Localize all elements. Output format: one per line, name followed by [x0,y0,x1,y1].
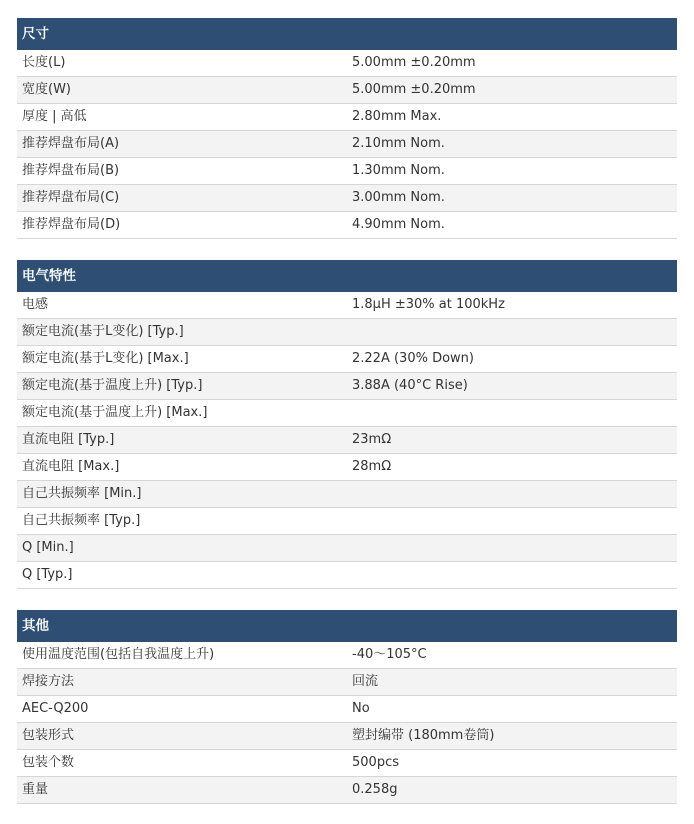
row-label: 自己共振频率 [Typ.] [22,513,141,528]
row-label: 推荐焊盘布局(B) [22,163,120,178]
row-label: 包装形式 [22,728,75,743]
table-row [17,777,677,804]
row-label: 额定电流(基于温度上升) [Max.] [22,405,208,420]
table-row [17,562,677,589]
table-row [17,131,677,158]
table-row [17,642,677,669]
row-value: 3.00mm Nom. [352,190,445,205]
row-value: 500pcs [352,755,399,770]
row-value: 3.88A (40°C Rise) [352,378,468,393]
row-label: 推荐焊盘布局(D) [22,217,121,232]
table-row [17,750,677,777]
table-row [17,669,677,696]
row-value: 2.10mm Nom. [352,136,445,151]
row-label: Q [Min.] [22,540,74,555]
row-value: 1.30mm Nom. [352,163,445,178]
row-label: 重量 [22,782,49,797]
row-value: 回流 [352,674,379,689]
table-row [17,454,677,481]
row-value: 5.00mm ±0.20mm [352,82,476,97]
row-value: 2.80mm Max. [352,109,442,124]
row-value: 5.00mm ±0.20mm [352,55,476,70]
row-label: 宽度(W) [22,82,71,97]
row-label: 额定电流(基于L变化) [Max.] [22,351,189,366]
row-label: 推荐焊盘布局(A) [22,136,120,151]
row-value [347,319,677,345]
section-header: 尺寸 [17,18,677,50]
table-row [17,373,677,400]
row-value: No [352,701,370,716]
row-value: 1.8μH ±30% at 100kHz [352,297,505,312]
table-row [17,481,677,508]
table-row [17,185,677,212]
table-row [17,427,677,454]
table-row [17,508,677,535]
row-value: 0.258g [352,782,398,797]
table-row [17,212,677,239]
row-label: 直流电阻 [Max.] [22,459,120,474]
row-label: 厚度 | 高低 [22,109,87,124]
row-value [347,400,677,426]
table-row [17,696,677,723]
row-label: 长度(L) [22,55,66,70]
row-label: Q [Typ.] [22,567,73,582]
table-row [17,104,677,131]
row-value: -40～105°C [352,647,427,662]
table-row [17,535,677,562]
row-label: 焊接方法 [22,674,75,689]
table-row [17,50,677,77]
row-label: 使用温度范围(包括自我温度上升) [22,647,215,662]
table-row [17,77,677,104]
row-value: 塑封编带 (180mm卷筒) [352,728,495,743]
row-value [347,481,677,507]
table-row [17,723,677,750]
row-label: 包装个数 [22,755,75,770]
spec-tables [17,18,677,804]
section-header: 其他 [17,610,677,642]
row-value: 4.90mm Nom. [352,217,445,232]
table-row [17,319,677,346]
row-label: AEC-Q200 [22,701,89,716]
row-label: 直流电阻 [Typ.] [22,432,115,447]
row-value [347,508,677,534]
section-header: 电气特性 [17,260,677,292]
row-label: 电感 [22,297,49,312]
row-label: 推荐焊盘布局(C) [22,190,120,205]
row-value [347,535,677,561]
section-other [17,610,677,804]
table-row [17,346,677,373]
table-row [17,400,677,427]
table-row [17,158,677,185]
section-electrical [17,260,677,589]
row-value: 28mΩ [352,459,392,474]
row-label: 额定电流(基于温度上升) [Typ.] [22,378,203,393]
row-label: 自己共振频率 [Min.] [22,486,142,501]
section-dimensions [17,18,677,239]
row-value [347,562,677,588]
table-row [17,292,677,319]
row-value: 2.22A (30% Down) [352,351,474,366]
row-value: 23mΩ [352,432,392,447]
row-label: 额定电流(基于L变化) [Typ.] [22,324,184,339]
